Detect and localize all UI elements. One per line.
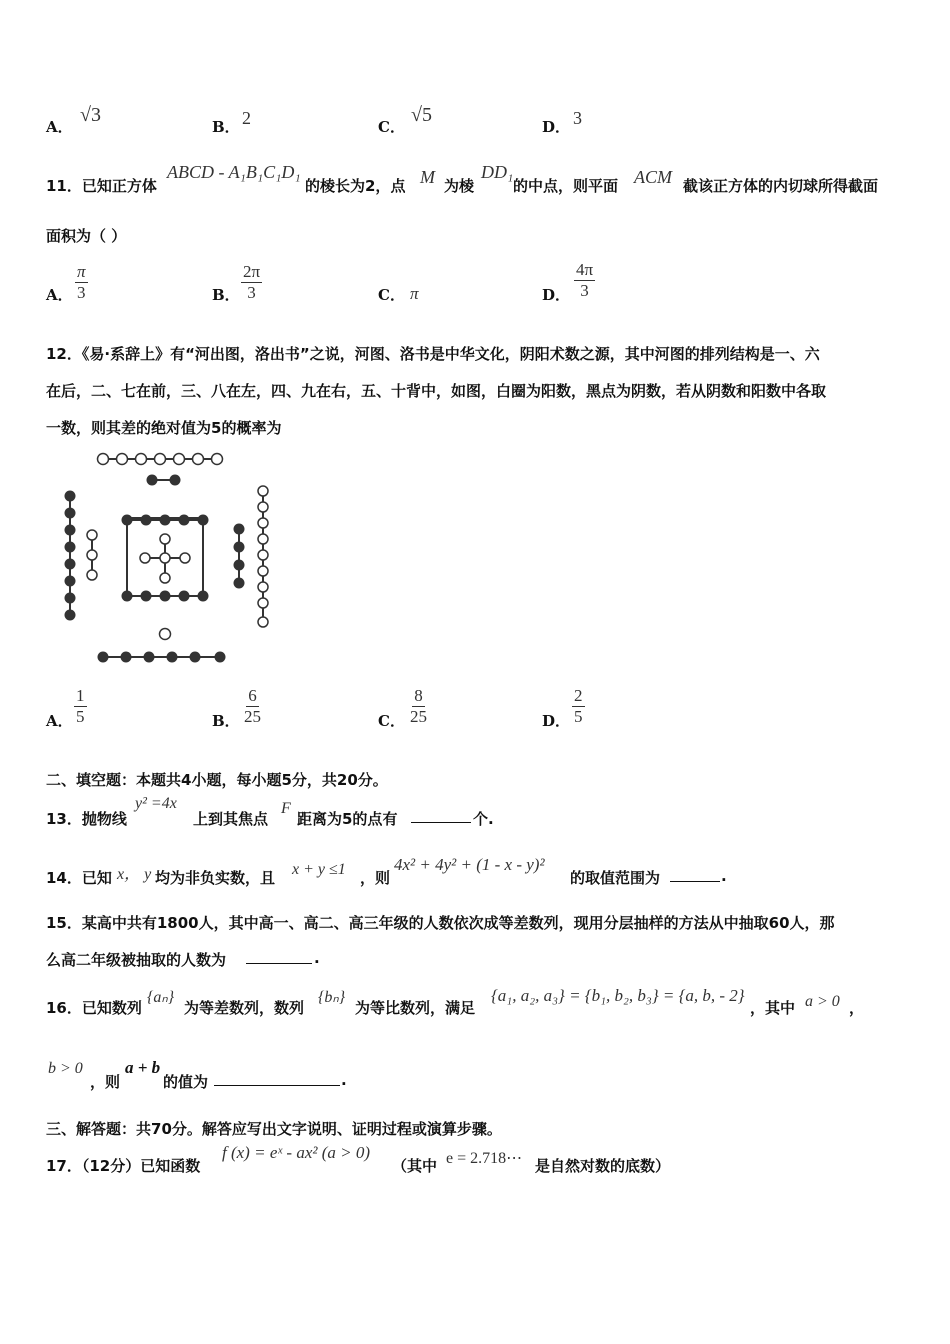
q11-option-c-value: π (410, 284, 419, 303)
q10-option-d-value: 3 (573, 108, 582, 128)
q11-text-1: 11．已知正方体 (46, 177, 157, 195)
q12-option-d: D． (542, 712, 571, 730)
q10-option-d: D． (542, 118, 571, 136)
q14-text-1: 14．已知 (46, 869, 112, 887)
q14-text-4: 的取值范围为 (570, 869, 661, 887)
q11-option-b: B． (212, 286, 240, 304)
q13-focus: F (281, 800, 291, 817)
q16-sum: a + b (125, 1058, 161, 1077)
q16-seq-a: {aₙ} (147, 989, 175, 1006)
q12-line-1: 12．《易·系辞上》有“河出图，洛出书”之说，河图、洛书是中华文化，阴阳术数之源，其中河图的排列结构是一、六 (46, 345, 820, 363)
q12-line-2: 在后，二、七在前，三、八在左，四、九在右，五、十背中，如图，白圈为阳数，黑点为阴数，若从阴数和阳数中各取 (46, 382, 827, 400)
q15-line-2: 么高二年级被抽取的人数为 (46, 951, 227, 969)
q16-text-2: 为等差数列，数列 (184, 999, 305, 1017)
q11-text-2: 的棱长为2，点 (305, 177, 406, 195)
q12-option-b-frac: $\frac{6}{25}$ (244, 686, 261, 726)
q11-text-6: 面积为（ ） (46, 227, 127, 245)
q10-option-c-value: √5 (411, 104, 432, 126)
q16-seq-b: {bₙ} (318, 989, 346, 1006)
q16-text-7: 的值为 (163, 1073, 209, 1091)
q14-expression: 4x² + 4y² + (1 - x - y)² (394, 855, 545, 874)
q11-option-c: C． (378, 286, 405, 304)
q11-option-b-frac: $\frac{2\pi}{3}$ (243, 262, 261, 302)
q13-equation: y² =4x (135, 795, 177, 812)
q16-a-positive: a > 0 (805, 993, 840, 1010)
q11-option-d: D． (542, 286, 571, 304)
q16-text-1: 16．已知数列 (46, 999, 142, 1017)
q14-text-2: 均为非负实数，且 (155, 869, 276, 887)
q16-text-5: ， (849, 999, 865, 1017)
q11-option-a: A． (46, 286, 73, 304)
q17-text-1: 17．（12分）已知函数 (46, 1157, 201, 1175)
q11-option-d-frac: $\frac{4\pi}{3}$ (576, 260, 594, 300)
q12-option-c: C． (378, 712, 405, 730)
q15-blank[interactable] (246, 949, 312, 964)
q14-text-5: . (721, 867, 727, 885)
q11-cube: ABCD - A₁B₁C₁D₁ (167, 162, 301, 182)
q17-e-value: e = 2.718⋯ (446, 1150, 523, 1167)
q12-option-a-frac: $\frac{1}{5}$ (76, 686, 85, 726)
q12-option-b: B． (212, 712, 240, 730)
hetu-diagram (55, 445, 285, 670)
q14-condition: x + y ≤1 (292, 861, 346, 878)
q11-edge: DD₁ (481, 162, 514, 182)
section-2-title: 二、填空题：本题共4小题，每小题5分，共20分。 (46, 771, 388, 789)
q15-line-2-end: . (314, 949, 320, 967)
section-3-title: 三、解答题：共70分。解答应写出文字说明、证明过程或演算步骤。 (46, 1120, 502, 1138)
q11-text-4: 的中点，则平面 (513, 177, 619, 195)
q12-option-d-frac: $\frac{2}{5}$ (574, 686, 583, 726)
q16-text-8: . (341, 1071, 347, 1089)
q12-option-c-frac: $\frac{8}{25}$ (410, 686, 427, 726)
q14-text-3: ，则 (360, 869, 391, 887)
q10-option-b: B． (212, 118, 240, 136)
q16-text-3: 为等比数列，满足 (355, 999, 476, 1017)
q13-text-2: 上到其焦点 (193, 810, 269, 828)
q11-text-5: 截该正方体的内切球所得截面 (683, 177, 879, 195)
q11-option-a-frac: $\frac{\pi}{3}$ (77, 262, 86, 302)
q10-option-c: C． (378, 118, 405, 136)
q16-b-positive: b > 0 (48, 1060, 83, 1077)
q10-option-a: A． (46, 118, 73, 136)
q17-text-2: （其中 (392, 1157, 438, 1175)
q16-text-4: ，其中 (750, 999, 796, 1017)
q13-text-1: 13．抛物线 (46, 810, 127, 828)
q17-function: f (x) = eˣ - ax² (a > 0) (222, 1143, 371, 1162)
q13-blank[interactable] (411, 808, 471, 823)
q12-line-3: 一数，则其差的绝对值为5的概率为 (46, 419, 282, 437)
q15-line-1: 15．某高中共有1800人，其中高一、高二、高三年级的人数依次成等差数列，现用分层抽样的方法从中抽取60人，那 (46, 914, 835, 932)
q11-plane: ACM (634, 167, 672, 187)
q16-condition: {a₁, a₂, a₃} = {b₁, b₂, b₃} = {a, b, - 2} (491, 986, 745, 1005)
q16-blank[interactable] (214, 1071, 340, 1086)
q13-text-4: 个. (473, 810, 494, 828)
q11-point-m: M (420, 167, 435, 187)
q10-option-b-value: 2 (242, 108, 251, 128)
q12-option-a: A． (46, 712, 73, 730)
q17-text-3: 是自然对数的底数） (535, 1157, 671, 1175)
q13-text-3: 距离为5的点有 (297, 810, 398, 828)
q10-option-a-value: √3 (80, 104, 101, 126)
q11-text-3: 为棱 (444, 177, 475, 195)
q14-blank[interactable] (670, 867, 720, 882)
q16-text-6: ，则 (90, 1073, 121, 1091)
q14-vars: x， y (117, 866, 152, 883)
